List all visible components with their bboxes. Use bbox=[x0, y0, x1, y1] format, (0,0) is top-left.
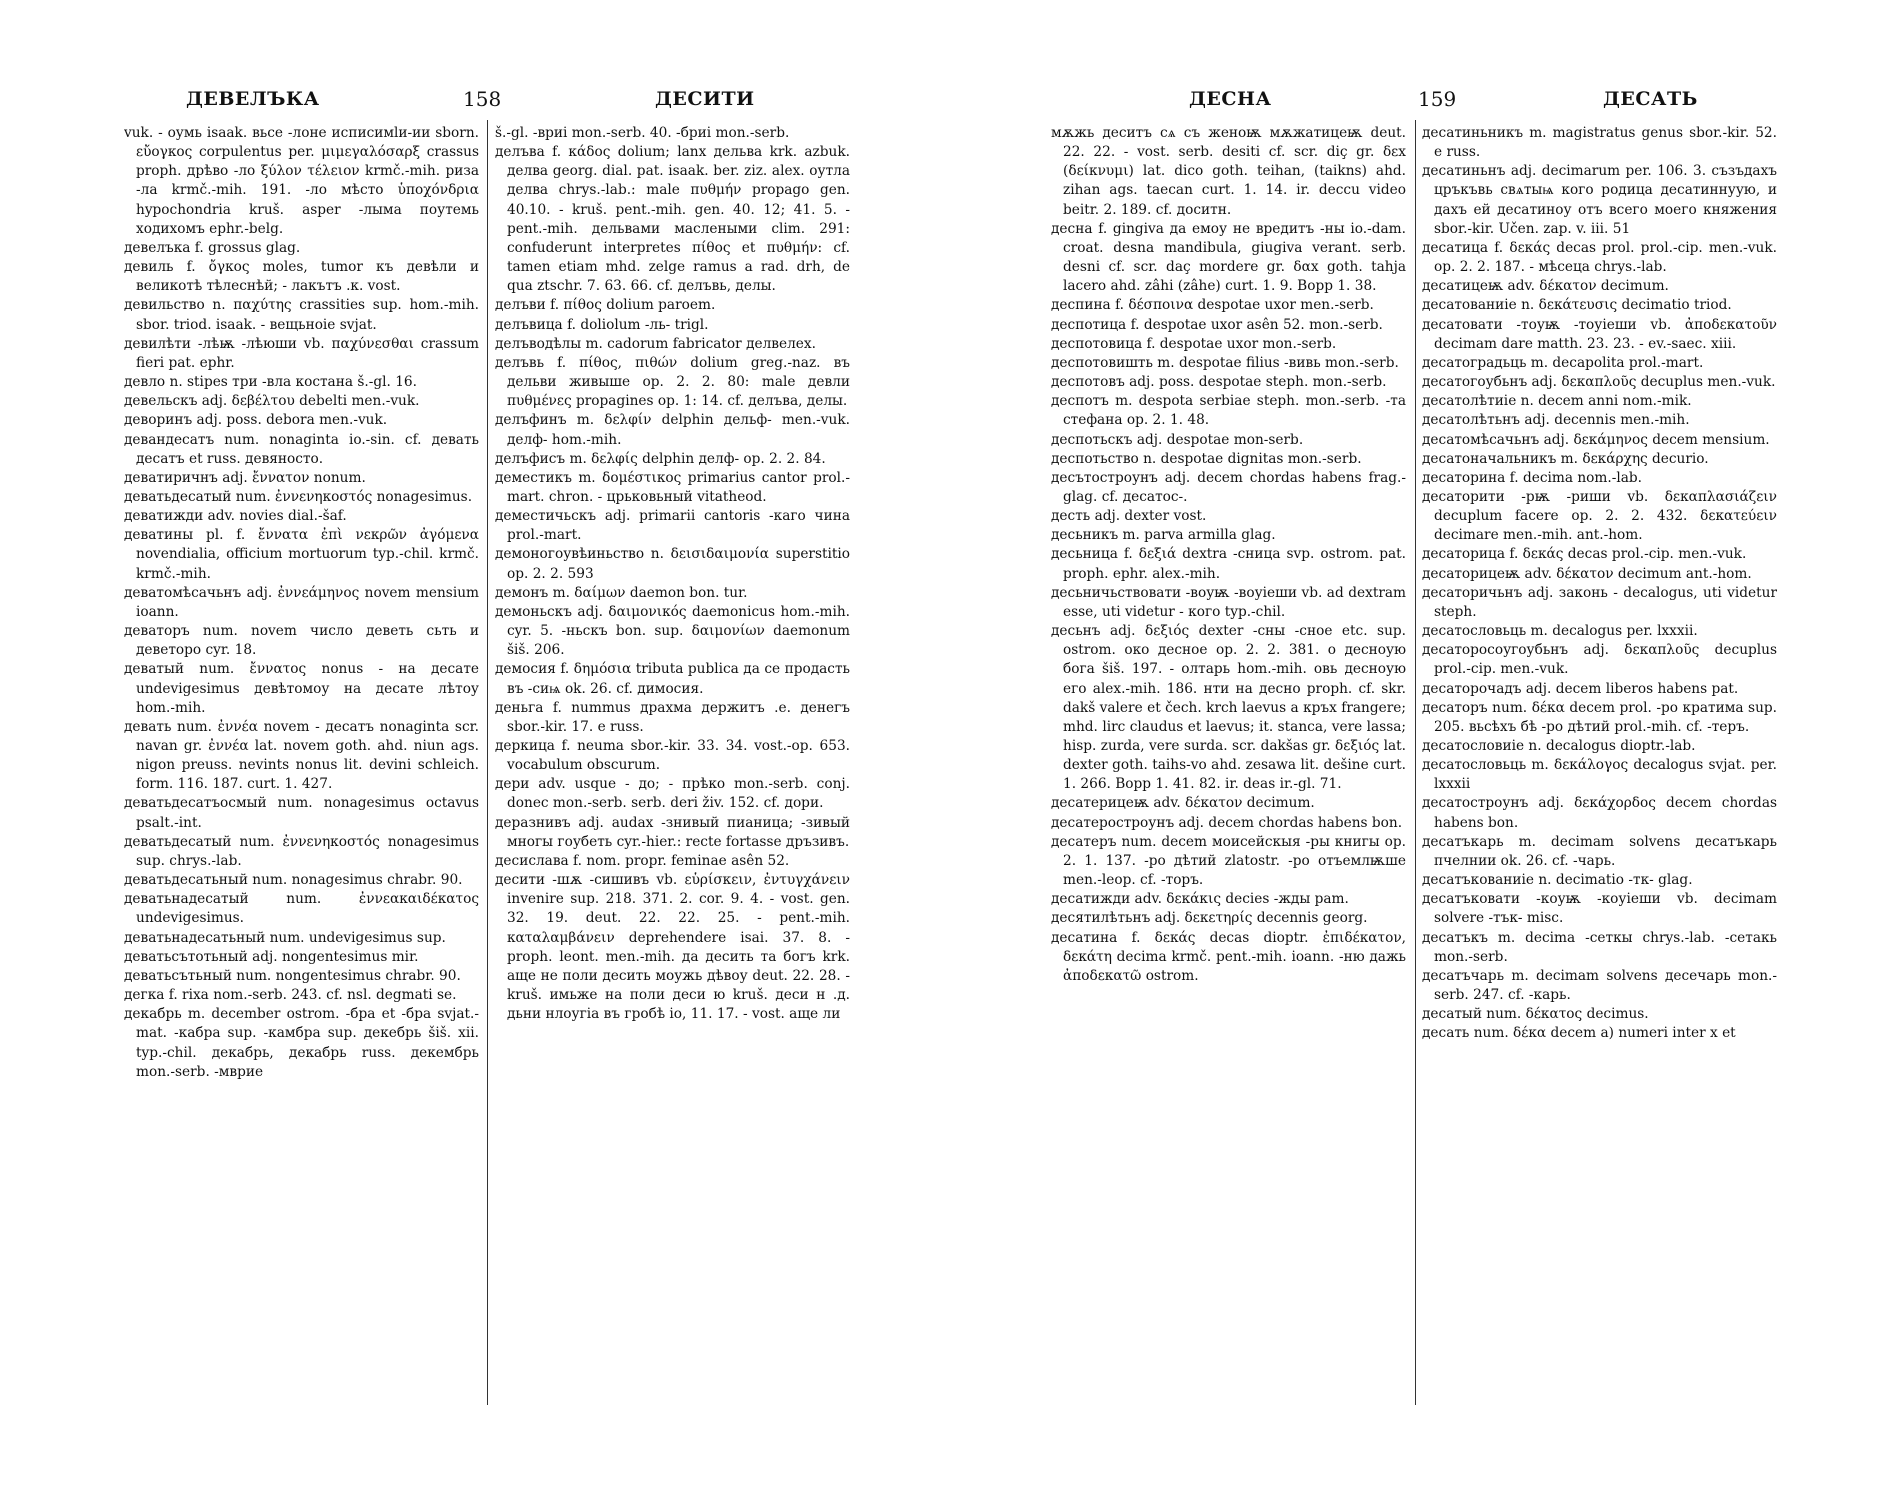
right-page-head-right: ДЕСАТЬ bbox=[1603, 88, 1698, 110]
dictionary-entry: деватьдесатый num. ἐννενηκοστός nonagesimus sup. chrys.-lab. bbox=[124, 833, 479, 869]
dictionary-entry: деспотица f. despotae uxor asên 52. mon.-serb. bbox=[1051, 316, 1383, 333]
dictionary-entry: девельскъ adj. δεβέλτου debelti men.-vuk. bbox=[124, 393, 420, 410]
dictionary-entry: десать num. δέκα decem a) numeri inter x et bbox=[1422, 1025, 1736, 1042]
dictionary-entry: демоньскъ adj. δαιμονικός daemonicus hom.-mih. cyr. 5. -ньскъ bon. sup. δαιμονίων daemonum šiš. 206. bbox=[495, 603, 850, 659]
dictionary-entry: деспотовъ adj. poss. despotae steph. mon.-serb. bbox=[1051, 374, 1387, 391]
dictionary-entry: š.-gl. -вриi mon.-serb. 40. -бриi mon.-serb. bbox=[495, 125, 790, 141]
dictionary-entry: десатолѣтьнъ adj. decennis men.-mih. bbox=[1422, 412, 1690, 429]
dictionary-entry: десаторина f. decima nom.-lab. bbox=[1422, 469, 1643, 486]
left-page-column-1 bbox=[124, 124, 479, 1414]
dictionary-entry: десна f. gingiva да емоу не вредитъ -ны io.-dam. croat. desna mandibula, giugiva verant. serb. desni cf. scr. daç mordere gr. δαx goth. tahja lacero ahd. zâhi (zâhe) curt. 1. 9. Bopp 1. 38. bbox=[1051, 220, 1406, 295]
dictionary-entry: десатословиie n. decalogus dioptr.-lab. bbox=[1422, 738, 1696, 754]
dictionary-entry: демонъ m. δαίμων daemon bon. tur. bbox=[495, 584, 748, 601]
dictionary-entry: десити -шѫ -сишивъ vb. εὑρίσκειν, ἐντυγχάνειν invenire sup. 218. 371. 2. cor. 9. 4. - vost. gen. 32. 19. deut. 22. 22. 25. - pent.-mih. καταλαμβάνειν deprehendere isai. 37. 8. - proph. leont. men.-mih. да десить та богъ krk. аще не поли десить моужь дѣвоу deut. 22. 28. - kruš. имьже на поли деси ю kruš. деси н .д. дьни нлоугіа въ гробѣ io, 11. 17. - vost. аще ли bbox=[495, 872, 850, 1023]
dictionary-entry: десатъкъ m. decima -сеткы chrys.-lab. -сетакь mon.-serb. bbox=[1422, 929, 1777, 965]
dictionary-entry: делъводѣлы m. cadorum fabricator делвeлex. bbox=[495, 335, 816, 352]
dictionary-entry: деватьдесатый num. ἐννενηκοστός nonagesimus. bbox=[124, 488, 473, 505]
dictionary-entry: деместичьскъ adj. primarii cantoris -каго чина prol.-mart. bbox=[495, 508, 850, 544]
dictionary-entry: десаторити -рѭ -риши vb. δεκαπλασιάζειν decuplum facere op. 2. 2. 432. δεκατεύειν decimare men.-mih. ant.-hom. bbox=[1422, 488, 1777, 544]
dictionary-entry: девилѣти -лѣѭ -лѣюши vb. παχύνεσθαι crassum fieri pat. ephr. bbox=[124, 335, 479, 371]
dictionary-entry: девандесатъ num. nonaginta io.-sin. cf. девать десатъ et russ. девяносто. bbox=[124, 431, 479, 467]
dictionary-entry: деватьсътотьный adj. nongentesimus mir. bbox=[124, 948, 419, 965]
dictionary-entry: деватьнадесатьный num. undevigesimus sup. bbox=[124, 929, 446, 946]
dictionary-entry: девать num. ἐννέα novem - десатъ nonaginta scr. navan gr. ἐννέα lat. novem goth. ahd. niun ags. nigon preuss. nevints nonus lit. devini schleich. form. 116. 187. curt. 1. 427. bbox=[124, 718, 479, 793]
dictionary-entry: деваторъ num. novem число деветь сьть и деветоро cyr. 18. bbox=[124, 623, 479, 659]
dictionary-entry: десатицеѭ adv. δέκατον decimum. bbox=[1422, 278, 1669, 295]
dictionary-entry: деспотовица f. despotae uxor mon.-serb. bbox=[1051, 335, 1337, 352]
dictionary-entry: деватьдесатьный num. nonagesimus chrabr. 90. bbox=[124, 872, 463, 889]
dictionary-entry: мѫжь деситъ сѧ съ женоѭ мѫжатицеѭ deut. 22. 22. - vost. serb. desiti cf. scr. diç gr. δεx (δείκνυμι) lat. dico goth. teihan, (taikns) ahd. zihan ags. taecan curt. 1. 14. ir. deccu video beitr. 2. 189. cf. доситн. bbox=[1051, 125, 1406, 218]
dictionary-entry: десьничьствовати -воуѭ -воуiеши vb. ad dextram esse, uti videtur - кого typ.-chil. bbox=[1051, 584, 1406, 620]
dictionary-entry: деньга f. nummus драхма держитъ .е. денегъ sbor.-kir. 17. e russ. bbox=[495, 699, 850, 735]
right-page bbox=[951, 0, 1902, 1500]
dictionary-entry: десть adj. dexter vost. bbox=[1051, 508, 1207, 525]
dictionary-entry: десатословьць m. δεκάλογος decalogus svjat. per. lxxxii bbox=[1422, 757, 1777, 793]
dictionary-entry: деспотьство n. despotae dignitas mon.-serb. bbox=[1051, 450, 1362, 467]
dictionary-entry: десатогоубьнъ adj. δεκαπλοῦς decuplus men.-vuk. bbox=[1422, 374, 1776, 391]
dictionary-entry: десаторицеѭ adv. δέκατον decimum ant.-hom. bbox=[1422, 565, 1752, 582]
dictionary-entry: девиль f. ὄγκος moles, tumor къ девѣли и великотѣ тѣлеснѣй; - лакътъ .к. vost. bbox=[124, 259, 479, 295]
dictionary-entry: десятилѣтьнъ adj. δεκετηρίς decennis georg. bbox=[1051, 910, 1368, 927]
dictionary-entry: деватомѣсачьнъ adj. ἐννεάμηνος novem mensium ioann. bbox=[124, 584, 479, 620]
dictionary-entry: десатовати -тоуѭ -тоуiеши vb. ἀποδεκατοῦν decimam dare matth. 23. 23. - ev.-saec. xiii. bbox=[1422, 316, 1777, 352]
dictionary-entry: деватьсътьный num. nongentesimus chrabr. 90. bbox=[124, 967, 461, 984]
dictionary-entry: деватижди adv. novies dial.-šaf. bbox=[124, 508, 347, 525]
dictionary-entry: девильство n. παχύτης crassities sup. hom.-mih. sbor. triod. isaak. - вещьноie svjat. bbox=[124, 297, 479, 333]
dictionary-entry: десатъчарь m. decimam solvens десечарь mon.-serb. 247. cf. -карь. bbox=[1422, 967, 1777, 1004]
dictionary-entry: десаторочадъ adj. decem liberos habens pat. bbox=[1422, 680, 1739, 697]
dictionary-entry: деркица f. neuma sbor.-kir. 33. 34. vost.-op. 653. vocabulum obscurum. bbox=[495, 738, 850, 774]
dictionary-entry: деспина f. δέσποινα despotae uxor men.-serb. bbox=[1051, 297, 1374, 314]
left-page-head-right: ДЕСИТИ bbox=[655, 88, 755, 110]
dictionary-entry: десатованиie n. δεκάτευσις decimatio triod. bbox=[1422, 297, 1732, 314]
dictionary-entry: десатина f. δεκάς decas dioptr. ἐπιδέκατον, δεκάτη decima krmč. pent.-mih. ioann. -ню дажь ἀποδεκατῶ ostrom. bbox=[1051, 929, 1406, 984]
dictionary-entry: десатый num. δέκατος decimus. bbox=[1422, 1006, 1649, 1023]
dictionary-entry: девелъка f. grossus glag. bbox=[124, 239, 301, 256]
dictionary-entry: десатъкарь m. decimam solvens десатъкарь пчелнии ok. 26. cf. -чарь. bbox=[1422, 833, 1777, 869]
dictionary-entry: демосия f. δημόσια tributa publica да се продасть въ -сиѩ ok. 26. cf. димосия. bbox=[495, 661, 850, 697]
dictionary-entry: делъфисъ m. δελφίς delphin делф- op. 2. 2. 84. bbox=[495, 450, 826, 467]
dictionary-entry: деспотъ m. despota serbiae steph. mon.-serb. -та стефана op. 2. 1. 48. bbox=[1051, 393, 1406, 429]
dictionary-entry: декабрь m. december ostrom. -бра et -бра svjat.-mat. -кабра sup. -камбра sup. декебрь šiš. xii. typ.-chil. декабрь, декабрь russ. декембрь mon.-serb. -мврие bbox=[124, 1006, 479, 1080]
dictionary-entry: делъфинъ m. δελφίν delphin дельф- men.-vuk. делф- hom.-mih. bbox=[495, 412, 850, 448]
dictionary-entry: десатъкованиie n. decimatio -тк- glag. bbox=[1422, 872, 1693, 889]
dictionary-entry: делъва f. κάδος dolium; lanx дельва krk. azbuk. делва georg. dial. pat. isaak. ber. ziz. alex. оутла делва chrys.-lab.: male πυθμήν propago gen. 40.10. - kruš. pent.-mih. gen. 40. 12; 41. 5. - pent.-mih. дельвами маслеными clim. 291: confuderunt interpretes πίθος et πυθμήν: cf. tamen etiam mhd. zelge ramus a rad. drh, de qua ztschr. 7. 63. 66. cf. делъвь, делы. bbox=[495, 144, 850, 295]
dictionary-entry: деватьнадесатый num. ἐννεακαιδέκατος undevigesimus. bbox=[124, 891, 479, 927]
dictionary-entry: деватый num. ἔννατος nonus - на десате undevigesimus девѣтомоу на десате лѣтоу hom.-mih. bbox=[124, 661, 479, 716]
dictionary-entry: девло n. stipes три -вла костана š.-gl. 16. bbox=[124, 374, 417, 391]
dictionary-entry: десатословьць m. decalogus per. lxxxii. bbox=[1422, 623, 1698, 640]
right-page-number: 159 bbox=[1418, 87, 1457, 111]
dictionary-entry: десатерицеѭ adv. δέκατον decimum. bbox=[1051, 795, 1315, 812]
dictionary-entry: десатолѣтиie n. decem anni nom.-mik. bbox=[1422, 393, 1692, 410]
dictionary-entry: деспотовишть m. despotae filius -вивь mon.-serb. bbox=[1051, 354, 1399, 371]
right-page-column-2 bbox=[1422, 124, 1777, 1414]
dictionary-entry: деворинъ adj. poss. debora men.-vuk. bbox=[124, 412, 388, 429]
dictionary-entry: десатеростроунъ adj. decem chordas habens bon. bbox=[1051, 814, 1403, 831]
dictionary-entry: десатомѣсачьнъ adj. δεκάμηνος decem mensium. bbox=[1422, 431, 1770, 448]
dictionary-entry: дегка f. rixa nom.-serb. 243. cf. nsl. degmati se. bbox=[124, 987, 457, 1004]
dictionary-entry: десаторосоугоубьнъ adj. δεκαπλοῦς decuplus prol.-cip. men.-vuk. bbox=[1422, 642, 1777, 678]
column-divider bbox=[1415, 120, 1416, 1405]
dictionary-entry: десаторичьнъ adj. законь - decalogus, uti videtur steph. bbox=[1422, 584, 1777, 620]
dictionary-entry: десьникъ m. parva armilla glag. bbox=[1051, 527, 1276, 544]
right-page-head-left: ДЕСНА bbox=[1189, 88, 1272, 110]
dictionary-entry: деразнивъ adj. audax -знивый пианица; -зивый многы гоубеть cyr.-hier.: recte fortasse дръзивъ. bbox=[495, 814, 850, 850]
dictionary-entry: десатиньникъ m. magistratus genus sbor.-kir. 52. e russ. bbox=[1422, 125, 1777, 161]
dictionary-entry: деватиричнъ adj. ἔννατον nonum. bbox=[124, 469, 366, 486]
dictionary-entry: десьница f. δεξιά dextra -сница svp. ostrom. pat. proph. ephr. alex.-mih. bbox=[1051, 546, 1406, 582]
left-page-head-left: ДЕВЕЛЪКА bbox=[186, 88, 320, 110]
dictionary-entry: деватьдесатъосмый num. nonagesimus octavus psalt.-int. bbox=[124, 795, 479, 831]
dictionary-entry: десътостроунъ adj. decem chordas habens frag.-glag. cf. десатос-. bbox=[1051, 469, 1406, 505]
dictionary-entry: десатоначальникъ m. δεκάρχης decurio. bbox=[1422, 450, 1709, 467]
dictionary-entry: десислава f. nom. propr. feminae asên 52. bbox=[495, 852, 790, 869]
left-page-number: 158 bbox=[463, 87, 502, 111]
dictionary-entry: десаторица f. δεκάς decas prol.-cip. men.-vuk. bbox=[1422, 546, 1747, 563]
left-page-column-2 bbox=[495, 124, 850, 1414]
dictionary-entry: десатоградьць m. decapolita prol.-mart. bbox=[1422, 354, 1704, 371]
dictionary-entry: десатица f. δεκάς decas prol. prol.-cip. men.-vuk. op. 2. 2. 187. - мѣсеца chrys.-lab. bbox=[1422, 239, 1777, 276]
dictionary-entry: десьнъ adj. δεξιός dexter -сны -сное etc. sup. ostrom. око десное op. 2. 2. 381. о десноую бога šiš. 197. - олтарь hom.-mih. овь десноую его alex.-mih. 186. нти на десно proph. cf. skr. dakš valere et čech. krch laevus a кръх frangere; mhd. lirc claudus et laevus; it. stanca, vere lassa; hisp. zurda, vere surda. scr. dakšas gr. δεξιός lat. dexter goth. taihs-vo ahd. zesawa lit. dešine curt. 1. 266. Bopp 1. 41. 82. ir. deas ir.-gl. 71. bbox=[1051, 623, 1406, 793]
dictionary-entry: делъви f. πίθος dolium paroem. bbox=[495, 297, 716, 314]
dictionary-entry: деместикъ m. δομέστικος primarius cantor prol.-mart. chron. - црьковьный vitatheod. bbox=[495, 469, 850, 505]
dictionary-entry: десатъковати -коуѭ -коуiеши vb. decimam solvere -тък- misc. bbox=[1422, 891, 1777, 927]
dictionary-entry: дери adv. usque - до; - прѣко mon.-serb. conj. donec mon.-serb. serb. deri živ. 152. cf. дори. bbox=[495, 776, 850, 812]
dictionary-entry: демоногоувѣиньство n. δεισιδαιμονία superstitio op. 2. 2. 593 bbox=[495, 546, 850, 582]
dictionary-entry: делъвица f. doliolum -ль- trigl. bbox=[495, 316, 709, 333]
dictionary-entry: делъвь f. πίθος, πιθών dolium greg.-naz. въ дельви живыше op. 2. 2. 80: male девли πυθμένες propagines op. 1: 14. cf. делъва, делы. bbox=[495, 354, 850, 410]
column-divider bbox=[487, 120, 488, 1405]
dictionary-entry: десатеръ num. decem моисейскыя -ры книгы op. 2. 1. 137. -ро дѣтий zlatostr. -ро отъемлѭше men.-leop. cf. -торъ. bbox=[1051, 833, 1406, 889]
dictionary-entry: десатижди adv. δεκάκις decies -жды pam. bbox=[1051, 891, 1349, 908]
dictionary-entry: деватины pl. f. ἔννατα ἐπὶ νεκρῶν ἀγόμενα novendialia, officium mortuorum typ.-chil. krmč. krmč.-mih. bbox=[124, 527, 479, 582]
dictionary-entry: десатостроунъ adj. δεκάχορδος decem chordas habens bon. bbox=[1422, 795, 1777, 831]
dictionary-entry: десаторъ num. δέκα decem prol. -ро кратимa sup. 205. вьсѣхъ бѣ -ро дѣтий prol.-mih. cf. -теръ. bbox=[1422, 699, 1777, 735]
dictionary-entry: деспотьскъ adj. despotae mon-serb. bbox=[1051, 431, 1304, 448]
right-page-column-1 bbox=[1051, 124, 1406, 1414]
dictionary-entry: десатиньнъ adj. decimarum per. 106. 3. съзъдахъ цръкъвь свѧтыѩ кого родица десатиннуую, и дахъ ей десатиноу отъ всего моего княжения sbor.-kir. Učen. zap. v. iii. 51 bbox=[1422, 163, 1777, 237]
dictionary-entry: vuk. - оумь isaak. вьсе -лоне исписимlи-ии sborn. εὔογκος corpulentus per. μιμεγαλόσαρξ crassus proph. дрѣво -ло ξύλον τέλειον krmč.-mih. ризa -ла krmč.-mih. 191. -ло мѣсто ὑποχόνδρια hypochondria kruš. asper -лыма поутемь ходихомъ ephr.-belg. bbox=[124, 125, 479, 237]
